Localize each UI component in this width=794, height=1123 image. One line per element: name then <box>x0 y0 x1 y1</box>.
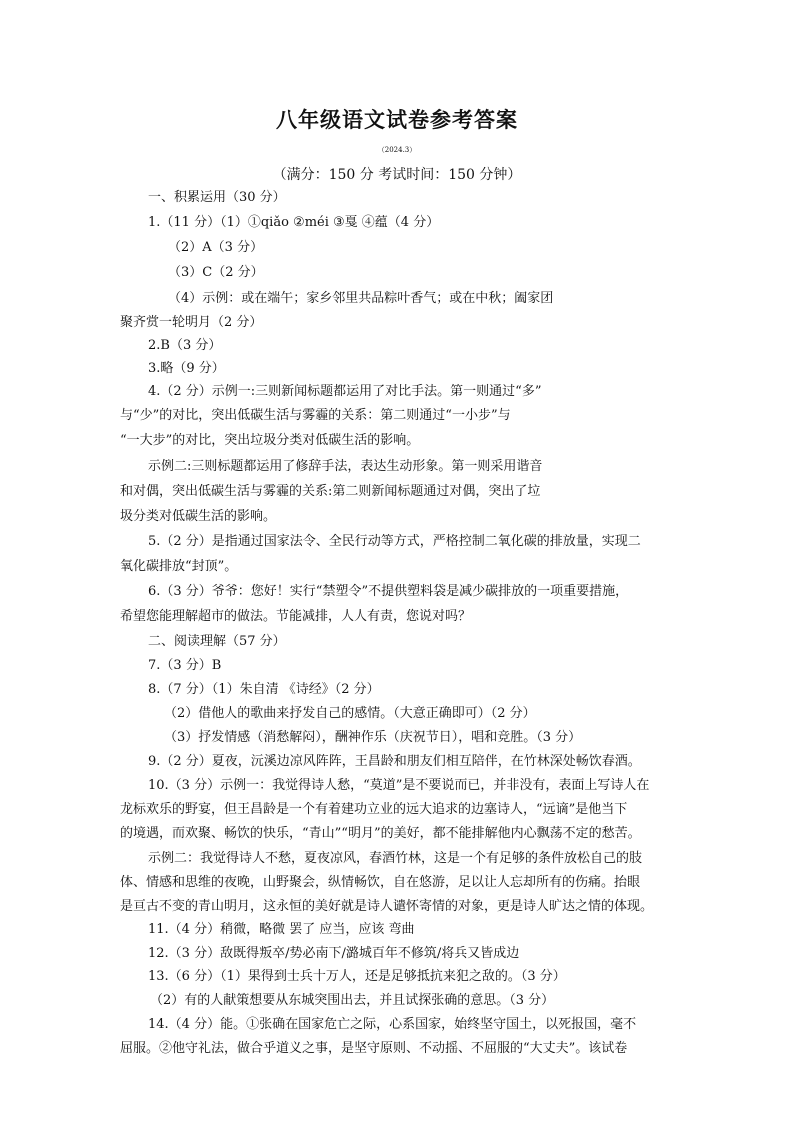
answer-line: 屈服。②他守礼法，做合乎道义之事，是坚守原则、不动摇、不屈服的“大丈夫”。该试卷 <box>120 1041 628 1056</box>
answer-line: 和对偶，突出低碳生活与雾霾的关系:第二则新闻标题通过对偶，突出了垃 <box>120 484 541 499</box>
answer-line: 是亘古不变的青山明月，这永恒的美好就是诗人谴怀寄情的对象，更是诗人旷达之情的体现。 <box>120 899 654 914</box>
answer-line: 9.（2 分）夏夜，沅溪边凉风阵阵，王昌龄和朋友们相互陪伴，在竹林深处畅饮春酒。 <box>148 754 641 769</box>
answer-line: 4.（2 分）示例一:三则新闻标题都运用了对比手法。第一则通过“多” <box>148 384 542 399</box>
answer-line: 与“少”的对比，突出低碳生活与雾霾的关系：第二则通过“一小步”与 <box>120 408 511 423</box>
answer-line: （2）有的人献策想要从东城突围出去，并且试探张确的意思。（3 分） <box>150 993 555 1008</box>
answer-line: 1.（11 分）（1）①qiǎo ②méi ③戛 ④蕴（4 分） <box>148 215 440 230</box>
answer-line: 13.（6 分）（1）果得到士兵十万人，还是足够抵抗来犯之敌的。（3 分） <box>148 969 566 984</box>
answer-line: （2）A（3 分） <box>168 240 264 255</box>
answer-line: （3）C（2 分） <box>168 265 264 280</box>
answer-line: （4）示例：或在端午；家乡邻里共品粽叶香气；或在中秋；阖家团 <box>168 291 554 306</box>
section-heading: 二、阅读理解（57 分） <box>148 634 286 649</box>
answer-line: 的境遇，而欢聚、畅饮的快乐，“青山”“明月”的美好，都不能排解他内心飘荡不定的愁苦。 <box>120 826 641 841</box>
answer-line: “一大步”的对比，突出垃圾分类对低碳生活的影响。 <box>120 433 420 448</box>
answer-line: 2.B（3 分） <box>148 338 222 353</box>
page-title: 八年级语文试卷参考答案 <box>276 107 518 132</box>
answer-line: 3.略（9 分） <box>148 361 225 376</box>
answer-line: 氧化碳排放“封顶”。 <box>120 559 238 574</box>
answer-line: 聚齐赏一轮明月（2 分） <box>120 315 263 330</box>
answer-line: 5.（2 分）是指通过国家法令、全民行动等方式，严格控制二氧化碳的排放量，实现二 <box>148 534 641 549</box>
answer-line: 龙标欢乐的野宴，但王昌龄是一个有着建功立业的远大追求的边塞诗人，“远谪”是他当下 <box>120 802 628 817</box>
answer-line: 8.（7 分）（1）朱自清 《诗经》（2 分） <box>148 682 380 697</box>
answer-line: 希望您能理解超市的做法。节能减排，人人有责，您说对吗？ <box>120 609 472 624</box>
answer-line: 12.（3 分）敌既得叛卒/势必南下/潞城百年不修筑/将兵又皆成边 <box>148 946 520 961</box>
answer-line: 示例二:三则标题都运用了修辞手法，表达生动形象。第一则采用谐音 <box>148 459 543 474</box>
exam-info: （满分：150 分 考试时间：150 分钟） <box>272 167 522 183</box>
answer-line: 圾分类对低碳生活的影响。 <box>120 509 277 524</box>
answer-line: 14.（4 分）能。①张确在国家危亡之际，心系国家，始终坚守国土，以死报国，毫不 <box>148 1017 637 1032</box>
answer-line: （3）抒发情感（消愁解闷），酬神作乐（庆祝节日），唱和竞胜。（3 分） <box>164 730 582 745</box>
answer-line: 7.（3 分）B <box>148 658 222 673</box>
section-heading: 一、积累运用（30 分） <box>148 190 286 205</box>
answer-line: 示例二：我觉得诗人不愁，夏夜凉风，春酒竹林，这是一个有足够的条件放松自己的肢 <box>148 851 643 866</box>
answer-line: 6.（3 分）爷爷：您好！实行“禁塑令”不提供塑料袋是减少碳排放的一项重要措施， <box>148 584 629 599</box>
answer-line: 体、情感和思维的夜晚，山野聚会，纵情畅饮，自在悠游，足以让人忘却所有的伤痛。抬眼 <box>120 875 641 890</box>
answer-line: 11.（4 分）稍微，略微 罢了 应当，应该 弯曲 <box>148 922 415 937</box>
answer-line: （2）借他人的歌曲来抒发自己的感情。（大意正确即可）（2 分） <box>164 706 536 721</box>
answer-line: 10.（3 分）示例一：我觉得诗人愁，“莫道”是不要说而已，并非没有，表面上写诗人在 <box>148 778 650 793</box>
exam-date: （2024.3） <box>377 146 417 154</box>
